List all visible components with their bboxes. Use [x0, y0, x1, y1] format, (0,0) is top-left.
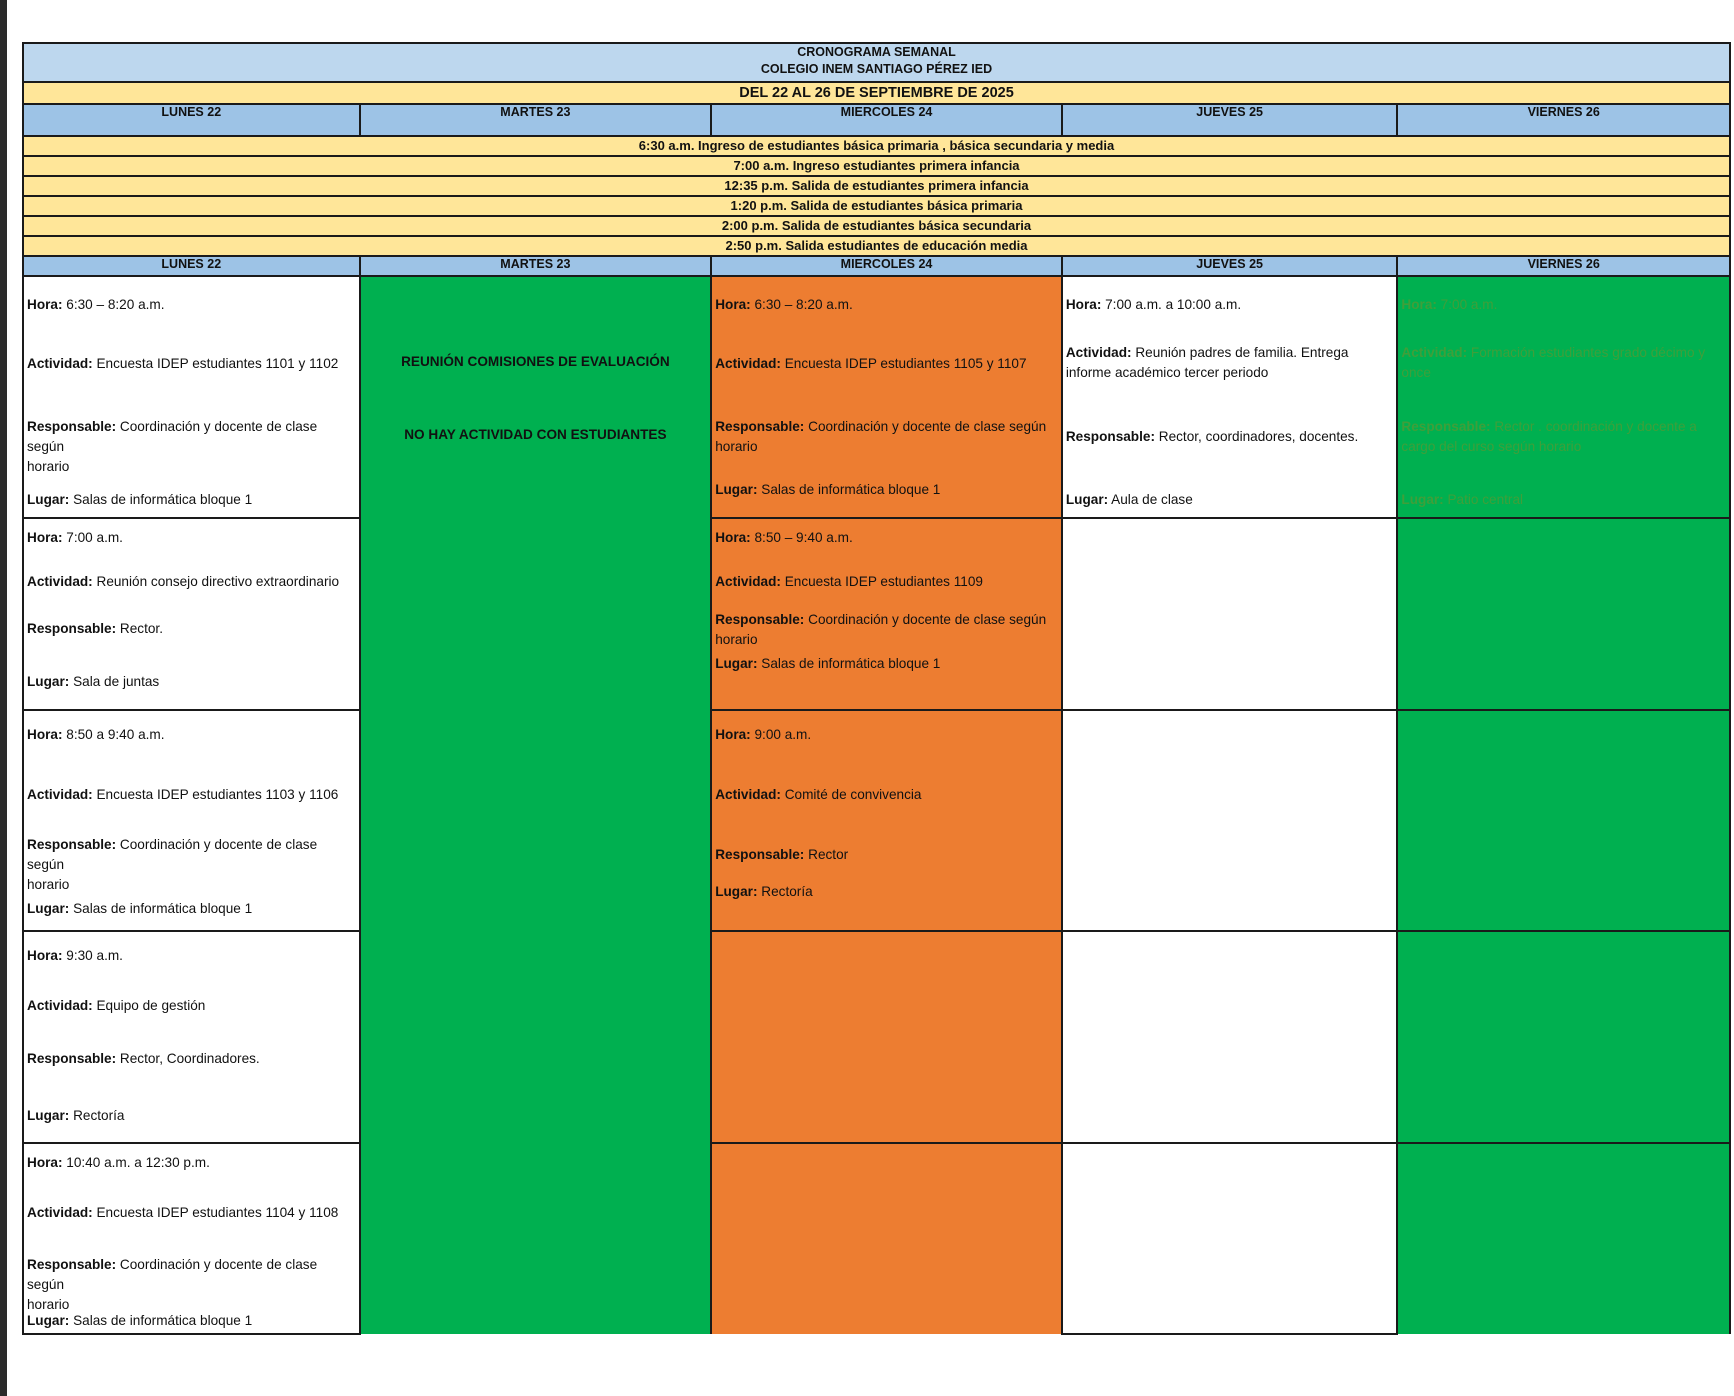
- schedule-row: [23, 176, 1730, 196]
- actividad-line: Actividad: Reunión padres de familia. Entrega informe académico tercer periodo: [1065, 345, 1349, 380]
- actividad-line: Actividad: Formación estudiantes grado décimo y once: [1401, 345, 1706, 380]
- hora-line: Hora: 6:30 – 8:20 a.m.: [715, 297, 853, 312]
- hora-line: Hora: 9:00 a.m.: [715, 727, 812, 742]
- day-header-viernes: VIERNES 26: [1397, 256, 1730, 276]
- lugar-line: Lugar: Rectoría: [27, 1108, 125, 1123]
- day-header-jueves: JUEVES 25: [1062, 256, 1398, 276]
- schedule-line: 6:30 a.m. Ingreso de estudiantes básica primaria , básica secundaria y media: [23, 136, 1730, 156]
- miercoles-slot-4: [711, 931, 1062, 1143]
- responsable-line: Responsable: Coordinación y docente de clase según horario: [27, 1257, 318, 1312]
- left-edge-bar: [0, 0, 7, 1396]
- schedule-row: [23, 196, 1730, 216]
- responsable-line: Responsable: Coordinación y docente de clase según horario: [715, 612, 1047, 647]
- jueves-slot-3: [1062, 710, 1398, 931]
- lunes-slot-1: [23, 276, 360, 518]
- weekly-schedule-table: [22, 42, 1731, 1335]
- schedule-row: [23, 236, 1730, 256]
- activity-row-3: [23, 710, 1730, 931]
- hora-line: Hora: 7:00 a.m.: [27, 530, 123, 545]
- lugar-line: Lugar: Sala de juntas: [27, 674, 160, 689]
- lugar-line: Lugar: Salas de informática bloque 1: [27, 901, 253, 916]
- date-row: [23, 82, 1730, 104]
- schedule-row: [23, 156, 1730, 176]
- responsable-line: Responsable: Rector, coordinadores, docentes.: [1065, 429, 1359, 444]
- schedule-line: 7:00 a.m. Ingreso estudiantes primera infancia: [23, 156, 1730, 176]
- lugar-line: Lugar: Salas de informática bloque 1: [715, 656, 941, 671]
- jueves-slot-5: [1062, 1143, 1398, 1334]
- schedule-line: 2:50 p.m. Salida estudiantes de educación media: [23, 236, 1730, 256]
- day-header-row-bottom: [23, 256, 1730, 276]
- martes-column: [360, 276, 712, 1334]
- schedule-row: [23, 136, 1730, 156]
- viernes-slot-5: [1397, 1143, 1730, 1334]
- day-header-miercoles: MIERCOLES 24: [711, 256, 1062, 276]
- actividad-line: Actividad: Reunión consejo directivo extraordinario: [27, 574, 340, 589]
- school-name: COLEGIO INEM SANTIAGO PÉREZ IED: [760, 62, 993, 76]
- day-header-martes: MARTES 23: [360, 256, 712, 276]
- lugar-line: Lugar: Salas de informática bloque 1: [715, 482, 941, 497]
- actividad-line: Actividad: Encuesta IDEP estudiantes 1109: [715, 574, 983, 589]
- hora-line: Hora: 7:00 a.m.: [1401, 297, 1498, 312]
- day-header-miercoles: MIERCOLES 24: [711, 104, 1062, 136]
- hora-line: Hora: 10:40 a.m. a 12:30 p.m.: [27, 1155, 210, 1170]
- schedule-row: [23, 216, 1730, 236]
- title-row: [23, 43, 1730, 82]
- miercoles-slot-1: [711, 276, 1062, 518]
- day-header-row-top: [23, 104, 1730, 136]
- day-header-viernes: VIERNES 26: [1397, 104, 1730, 136]
- activity-row-2: [23, 518, 1730, 710]
- hora-line: Hora: 9:30 a.m.: [27, 948, 123, 963]
- lugar-line: Lugar: Salas de informática bloque 1: [27, 492, 253, 507]
- date-range: DEL 22 AL 26 DE SEPTIEMBRE DE 2025: [23, 82, 1730, 104]
- lunes-slot-2: [23, 518, 360, 710]
- responsable-line: Responsable: Rector: [715, 847, 849, 862]
- hora-line: Hora: 8:50 a 9:40 a.m.: [27, 727, 165, 742]
- martes-line-1: REUNIÓN COMISIONES DE EVALUACIÓN: [401, 354, 670, 369]
- responsable-line: Responsable: Rector.: [27, 621, 163, 636]
- lugar-line: Lugar: Salas de informática bloque 1: [27, 1313, 253, 1328]
- day-header-martes: MARTES 23: [360, 104, 712, 136]
- jueves-slot-4: [1062, 931, 1398, 1143]
- activity-row-5: [23, 1143, 1730, 1334]
- responsable-line: Responsable: Coordinación y docente de clase según horario: [715, 419, 1047, 454]
- hora-line: Hora: 6:30 – 8:20 a.m.: [27, 297, 165, 312]
- schedule-line: 2:00 p.m. Salida de estudiantes básica secundaria: [23, 216, 1730, 236]
- lunes-slot-5: [23, 1143, 360, 1334]
- actividad-line: Actividad: Encuesta IDEP estudiantes 1105 y 1107: [715, 356, 1027, 371]
- viernes-slot-3: [1397, 710, 1730, 931]
- lunes-slot-4: [23, 931, 360, 1143]
- jueves-slot-2: [1062, 518, 1398, 710]
- schedule-line: 1:20 p.m. Salida de estudiantes básica primaria: [23, 196, 1730, 216]
- schedule-title: CRONOGRAMA SEMANAL: [797, 45, 956, 59]
- actividad-line: Actividad: Encuesta IDEP estudiantes 1101 y 1102: [27, 356, 339, 371]
- day-header-lunes: LUNES 22: [23, 104, 360, 136]
- martes-line-2: NO HAY ACTIVIDAD CON ESTUDIANTES: [404, 427, 667, 442]
- miercoles-slot-2: [711, 518, 1062, 710]
- lunes-slot-3: [23, 710, 360, 931]
- title-cell: [23, 43, 1730, 82]
- miercoles-slot-5: [711, 1143, 1062, 1334]
- responsable-line: Responsable: Rector, Coordinadores.: [27, 1051, 260, 1066]
- day-header-lunes: LUNES 22: [23, 256, 360, 276]
- lugar-line: Lugar: Patio central: [1401, 492, 1524, 507]
- lugar-line: Lugar: Rectoría: [715, 884, 813, 899]
- jueves-slot-1: [1062, 276, 1398, 518]
- schedule-line: 12:35 p.m. Salida de estudiantes primera infancia: [23, 176, 1730, 196]
- responsable-line: Responsable: Rector . coordinación y docente a cargo del curso según horario: [1401, 419, 1697, 454]
- actividad-line: Actividad: Equipo de gestión: [27, 998, 206, 1013]
- activity-row-1: [23, 276, 1730, 518]
- actividad-line: Actividad: Encuesta IDEP estudiantes 1103 y 1106: [27, 787, 339, 802]
- viernes-slot-2: [1397, 518, 1730, 710]
- actividad-line: Actividad: Encuesta IDEP estudiantes 1104 y 1108: [27, 1205, 339, 1220]
- viernes-slot-4: [1397, 931, 1730, 1143]
- actividad-line: Actividad: Comité de convivencia: [715, 787, 922, 802]
- miercoles-slot-3: [711, 710, 1062, 931]
- lugar-line: Lugar: Aula de clase: [1065, 492, 1193, 507]
- day-header-jueves: JUEVES 25: [1062, 104, 1398, 136]
- hora-line: Hora: 7:00 a.m. a 10:00 a.m.: [1065, 297, 1242, 312]
- viernes-slot-1: [1397, 276, 1730, 518]
- hora-line: Hora: 8:50 – 9:40 a.m.: [715, 530, 853, 545]
- activity-row-4: [23, 931, 1730, 1143]
- responsable-line: Responsable: Coordinación y docente de clase según horario: [27, 419, 318, 474]
- responsable-line: Responsable: Coordinación y docente de clase según horario: [27, 837, 318, 892]
